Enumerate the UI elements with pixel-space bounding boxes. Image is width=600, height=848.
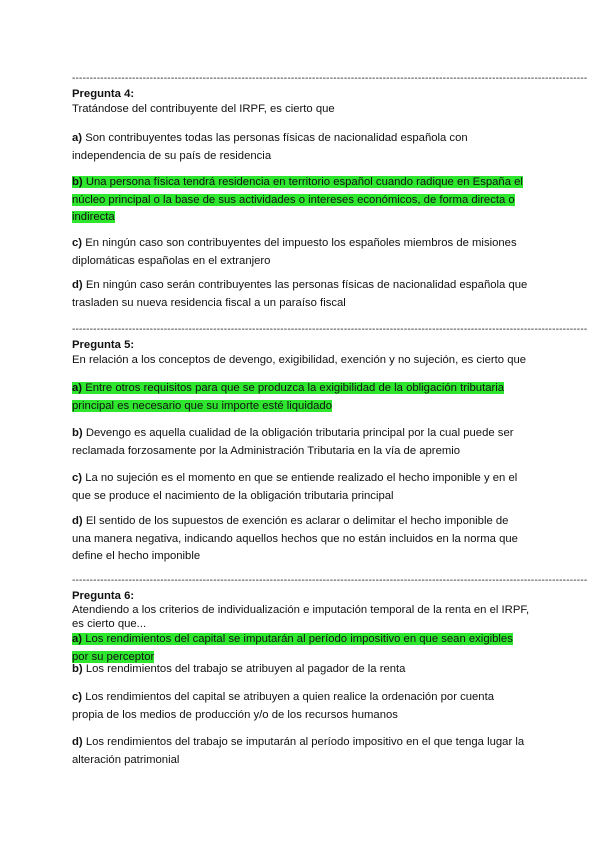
- question-5-option-a: [72, 380, 528, 415]
- option-text: Los rendimientos del capital se imputarán al período impositivo en que sean exigibles por su perceptor: [72, 633, 513, 663]
- option-letter: c): [72, 472, 83, 484]
- question-6-stem: Atendiendo a los criterios de individualización e imputación temporal de la renta en el IRPF, es cierto que...: [72, 604, 530, 630]
- question-6-title: Pregunta 6:: [72, 590, 135, 602]
- option-text: Son contribuyentes todas las personas físicas de nacionalidad española con independencia de su país de residencia: [72, 132, 468, 162]
- option-letter: a): [72, 382, 83, 394]
- question-5-stem: En relación a los conceptos de devengo, exigibilidad, exención y no sujeción, es cierto que: [72, 354, 527, 366]
- question-4-option-c: [72, 235, 528, 270]
- option-text: Entre otros requisitos para que se produzca la exigibilidad de la obligación tributaria principal es necesario que su importe esté liquidado: [72, 382, 505, 412]
- option-text: Una persona física tendrá residencia en territorio español cuando radique en España el núcleo principal o la base de sus actividades o intereses económicos, de forma directa o indirecta: [72, 176, 523, 223]
- question-6-option-b: [72, 661, 528, 679]
- option-text: En ningún caso serán contribuyentes las personas físicas de nacionalidad española que trasladen su nueva residencia fiscal a un paraíso fiscal: [72, 279, 528, 309]
- option-letter: d): [72, 515, 83, 527]
- question-5-title: Pregunta 5:: [72, 339, 135, 351]
- question-4-option-b: [72, 174, 528, 227]
- option-text: Los rendimientos del capital se atribuyen a quien realice la ordenación por cuenta propia de los medios de producción y/o de los recursos humanos: [72, 691, 495, 721]
- question-5-option-b: [72, 425, 528, 460]
- separator-line: --------------------------------------------------------------------------------------------------------------------------------------------------: [72, 73, 588, 84]
- option-letter: d): [72, 736, 83, 748]
- option-letter: a): [72, 132, 83, 144]
- option-letter: b): [72, 663, 83, 675]
- question-4-option-a: [72, 130, 528, 165]
- option-letter: b): [72, 176, 83, 188]
- question-4-option-d: [72, 277, 528, 312]
- option-letter: c): [72, 237, 83, 249]
- question-4-stem: Tratándose del contribuyente del IRPF, es cierto que: [72, 103, 335, 115]
- option-text: El sentido de los supuestos de exención es aclarar o delimitar el hecho imponible de una manera negativa, indicando aquellos hechos que no están incluidos en la norma que define el hecho imponible: [72, 515, 518, 562]
- option-letter: a): [72, 633, 83, 645]
- question-4-title: Pregunta 4:: [72, 88, 135, 100]
- question-5-option-d: [72, 513, 528, 566]
- option-letter: b): [72, 427, 83, 439]
- separator-line: --------------------------------------------------------------------------------------------------------------------------------------------------: [72, 324, 588, 335]
- option-text: En ningún caso son contribuyentes del impuesto los españoles miembros de misiones diplomáticas españolas en el extranjero: [72, 237, 517, 267]
- option-letter: d): [72, 279, 83, 291]
- option-letter: c): [72, 691, 83, 703]
- option-text: Los rendimientos del trabajo se atribuyen al pagador de la renta: [85, 663, 406, 675]
- separator-line: --------------------------------------------------------------------------------------------------------------------------------------------------: [72, 575, 588, 586]
- option-text: Los rendimientos del trabajo se imputarán al período impositivo en el que tenga lugar la alteración patrimonial: [72, 736, 525, 766]
- question-5-option-c: [72, 470, 528, 505]
- question-6-option-d: [72, 734, 528, 769]
- option-text: La no sujeción es el momento en que se entiende realizado el hecho imponible y en el que se produce el nacimiento de la obligación tributaria principal: [72, 472, 518, 502]
- question-6-option-c: [72, 689, 528, 724]
- option-text: Devengo es aquella cualidad de la obligación tributaria principal por la cual puede ser reclamada forzosamente por la Administración Tributaria en la vía de apremio: [72, 427, 514, 457]
